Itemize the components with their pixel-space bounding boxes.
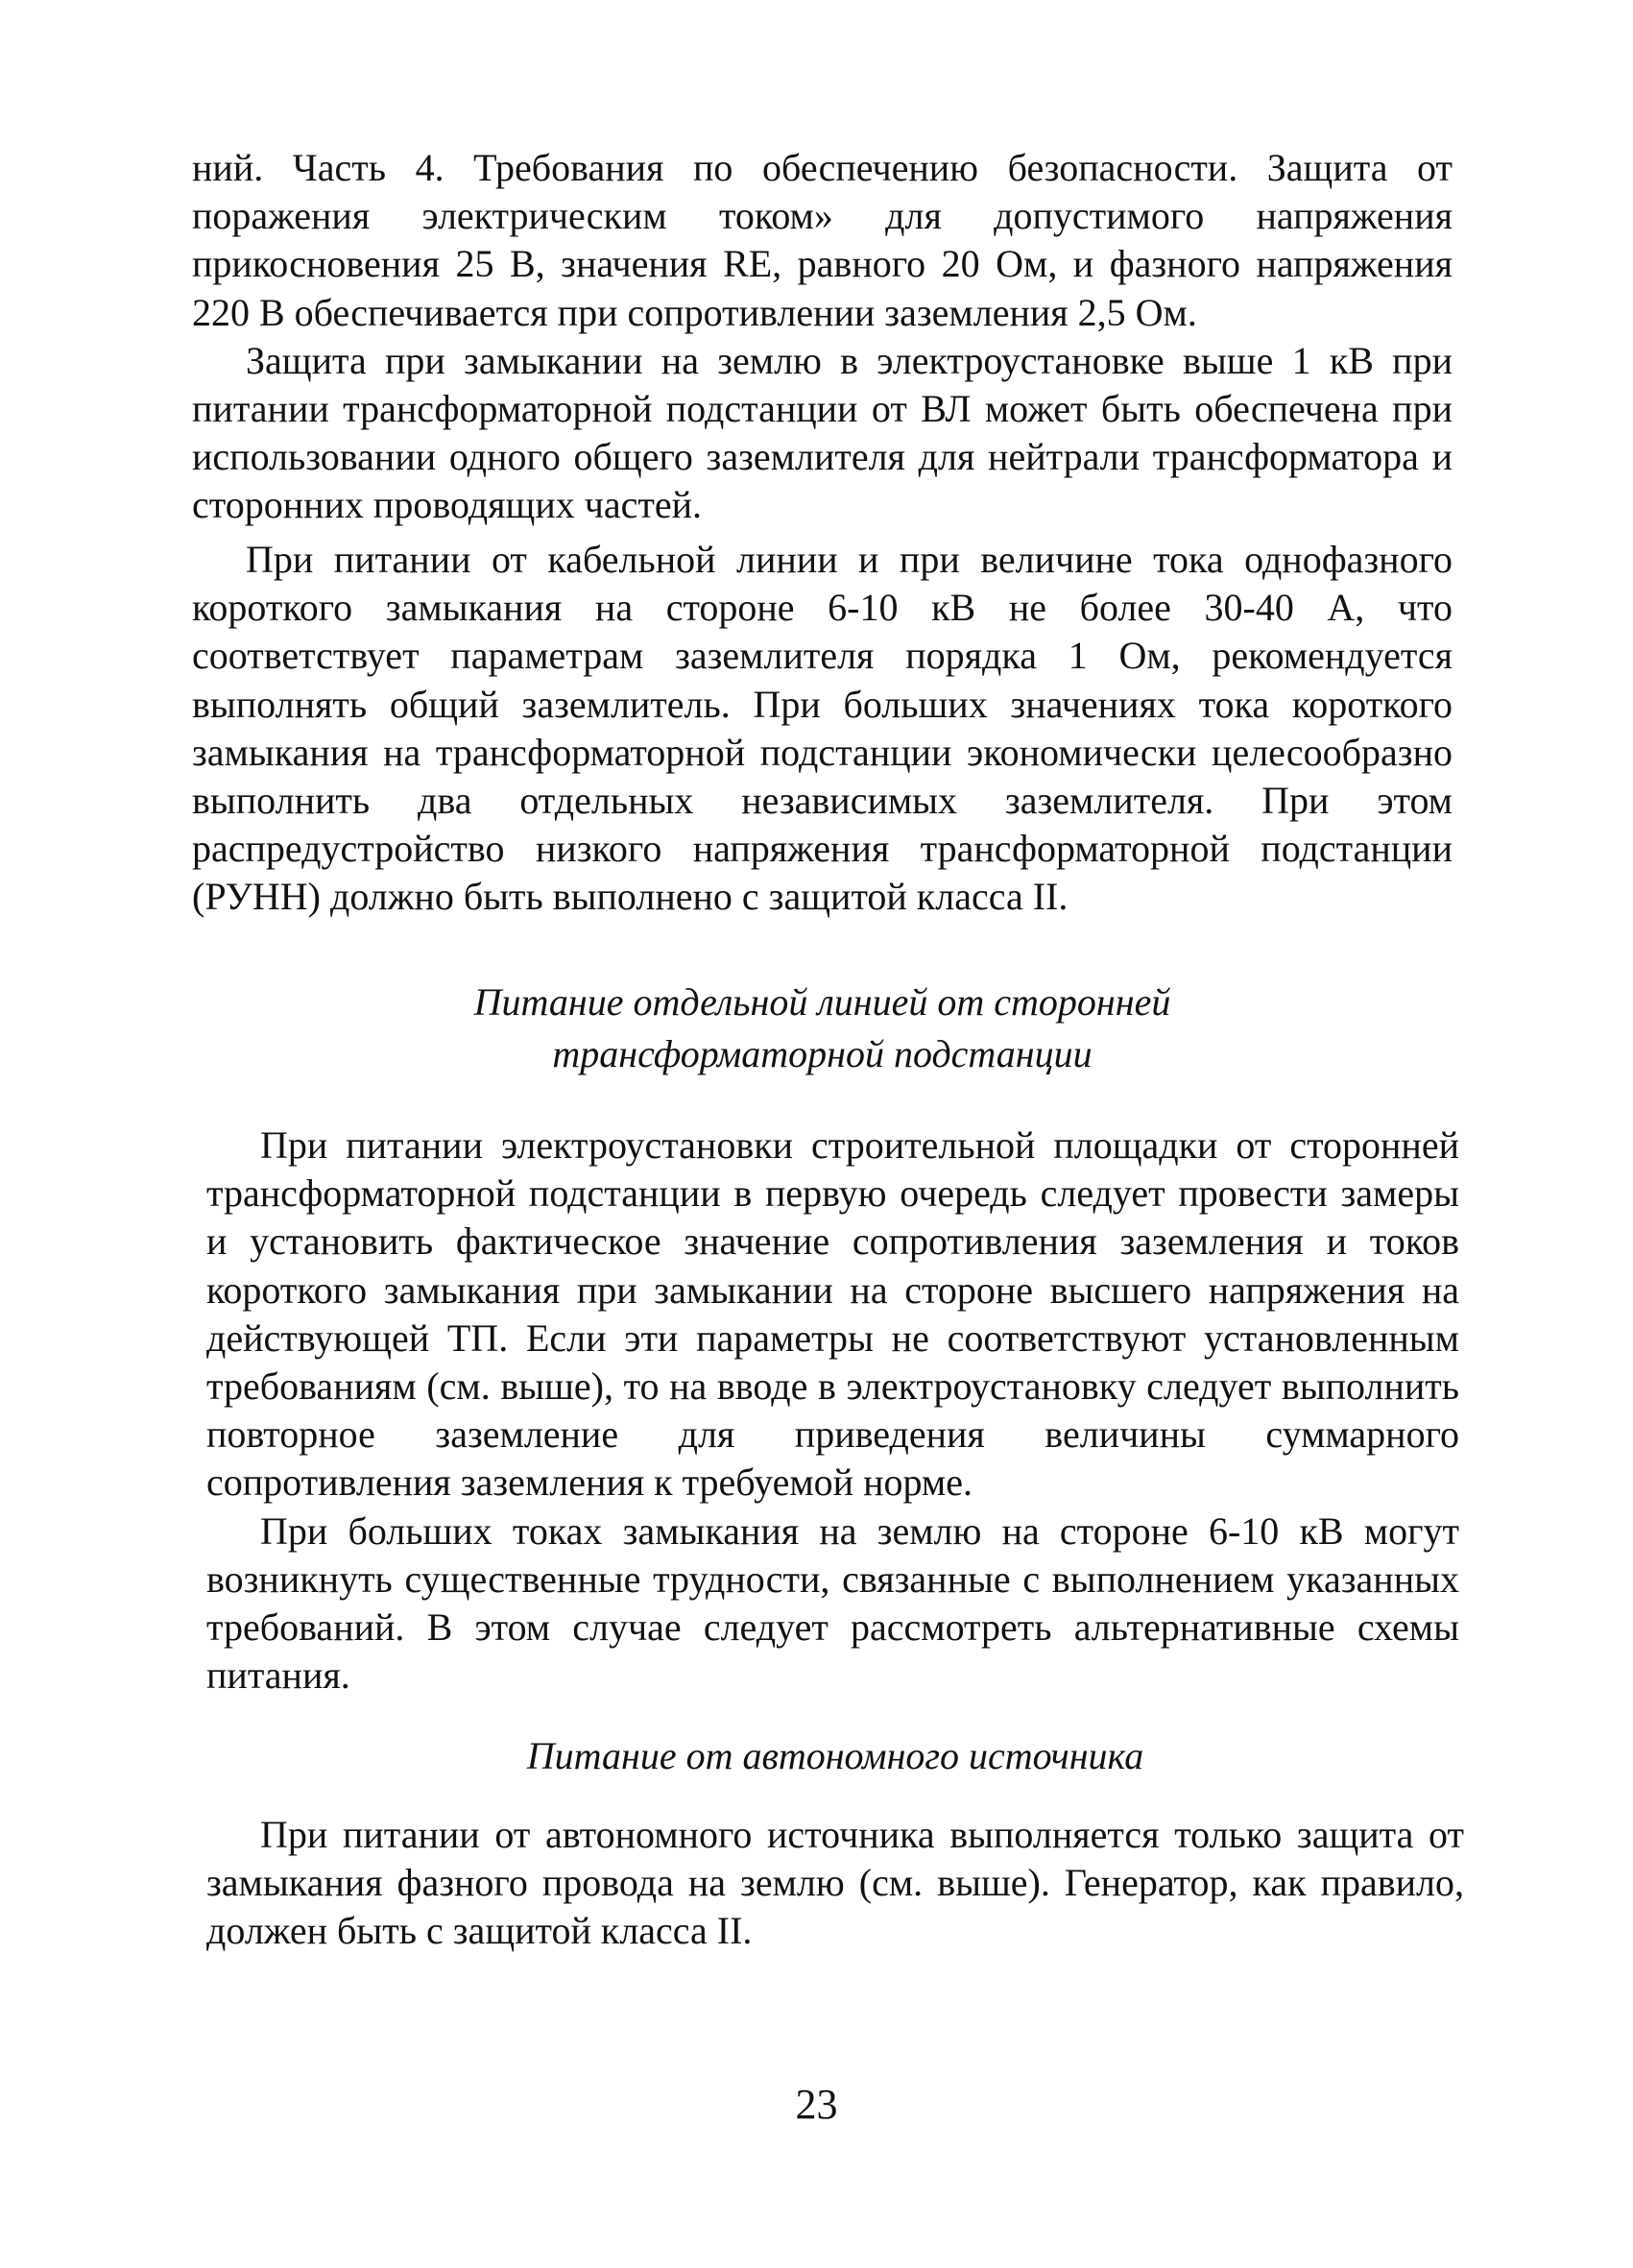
paragraph-large-fault-currents: При больших токах замыкания на землю на стороне 6-10 кВ могут возникнуть существенные трудности, связанные с выполнением указанных требований. В этом случае следует рассмотреть альтернативные схемы питания. [206, 1508, 1459, 1698]
paragraph-external-substation: При питании электроустановки строительной площадки от сторонней трансформаторной подстанции в первую очередь следует провести замеры и установить фактическое значение сопротивления заземления и токов короткого замыкания при замыкании на стороне высшего напряжения на действующей ТП. Если эти параметры не соответствуют установленным требованиям (см. выше), то на вводе в электроустановку следует выполнить повторное заземление для приведения величины суммарного сопротивления заземления к требуемой норме. [206, 1123, 1459, 1505]
text-block-separate-line [206, 1122, 1459, 1700]
section-heading-autonomous-source [206, 1730, 1464, 1782]
paragraph-autonomous-source: При питании от автономного источника выполняется только защита от замыкания фазного провода на землю (см. выше). Генератор, как правило, должен быть с защитой класса II. [206, 1813, 1464, 1953]
text-block-cable-line [192, 536, 1453, 922]
text-block-top [192, 144, 1453, 530]
text-block-autonomous [206, 1811, 1464, 1956]
paragraph-continuation: ний. Часть 4. Требования по обеспечению безопасности. Защита от поражения электрическим током» для допустимого напряжения прикосновения 25 В, значения RE, равного 20 Ом, и фазного напряжения 220 В обеспечивается при сопротивлении заземления 2,5 Ом. [192, 146, 1453, 334]
section-heading-line: Питание от автономного источника [526, 1734, 1144, 1777]
paragraph-cable-line-supply: При питании от кабельной линии и при величине тока однофазного короткого замыкания на стороне 6-10 кВ не более 30-40 А, что соответствует параметрам заземлителя порядка 1 Ом, рекомендуется выполнять общий заземлитель. При больших значениях тока короткого замыкания на трансформаторной подстанции экономически целесообразно выполнить два отдельных независимых заземлителя. При этом распредустройство низкого напряжения трансформаторной подстанции (РУНН) должно быть выполнено с защитой класса II. [192, 538, 1453, 919]
paragraph-overhead-line-protection: Защита при замыкании на землю в электроустановке выше 1 кВ при питании трансформаторной подстанции от ВЛ может быть обеспечена при использовании одного общего заземлителя для нейтрали трансформатора и сторонних проводящих частей. [192, 338, 1453, 527]
section-heading-line: трансформаторной подстанции [552, 1032, 1093, 1075]
page-number: 23 [795, 2081, 838, 2128]
section-heading-separate-line [192, 977, 1453, 1080]
section-heading-line: Питание отдельной линией от сторонней [473, 980, 1171, 1024]
